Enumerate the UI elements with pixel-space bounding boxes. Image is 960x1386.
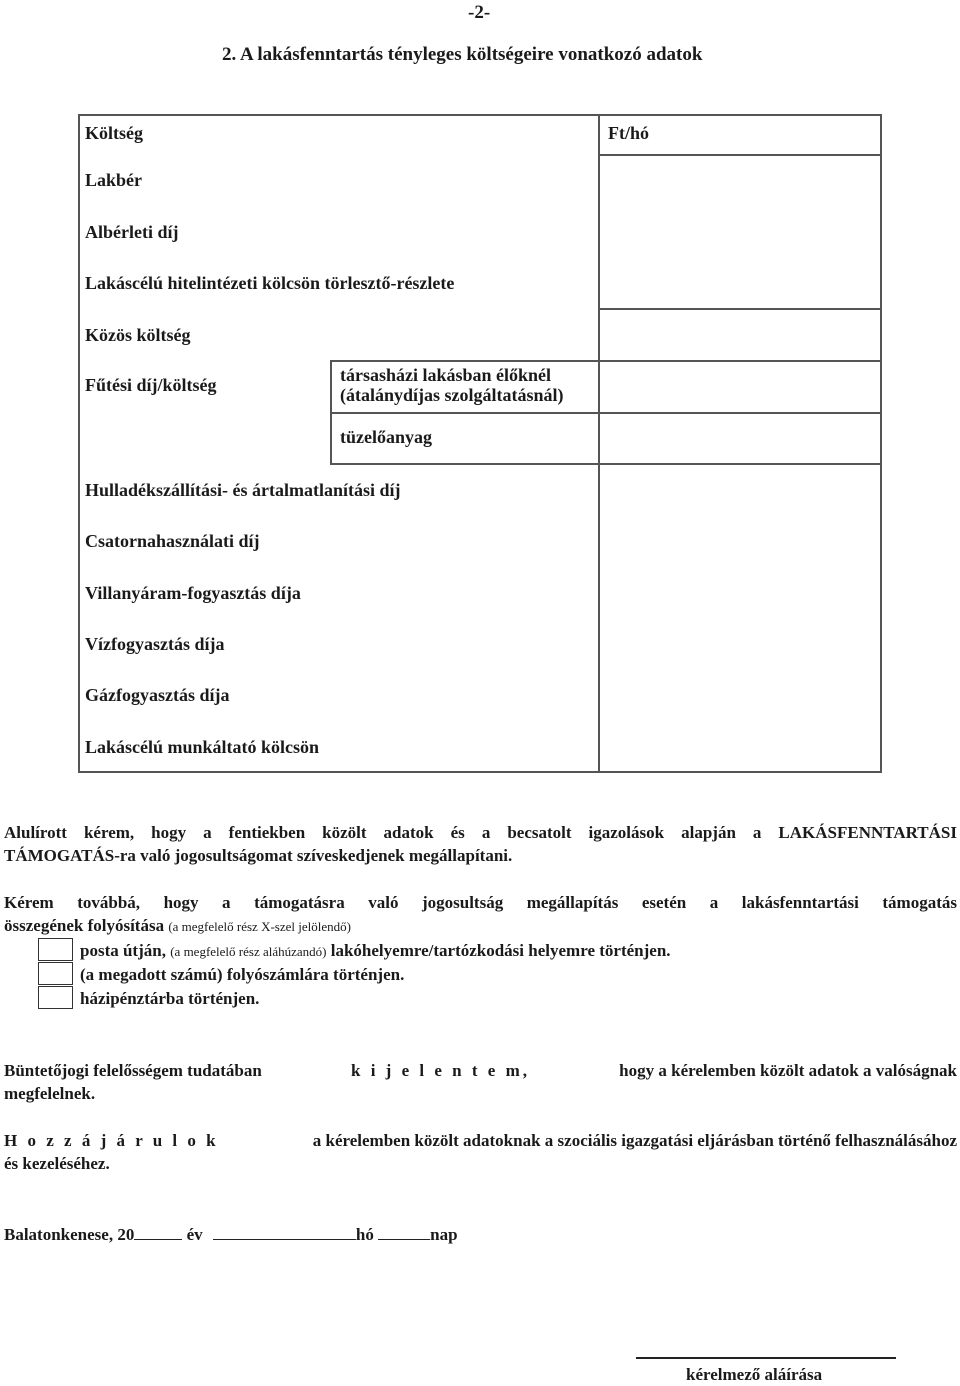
option-post-bold: posta útján, [80, 941, 166, 960]
amount-row-line [598, 308, 882, 310]
signature-label: kérelmező aláírása [686, 1365, 823, 1384]
row-sublet: Albérleti díj [85, 222, 179, 242]
day-blank[interactable] [378, 1225, 430, 1240]
consent-rest: a kérelemben közölt adatoknak a szociális igazgatási eljárásban történő felhasználásához [312, 1131, 957, 1150]
row-gas: Gázfogyasztás díja [85, 685, 230, 705]
heating-subcell-line [330, 463, 600, 465]
table-border-left [78, 114, 80, 773]
declaration-part3: hogy a kérelemben közölt adatok a valóságnak [619, 1061, 957, 1080]
row-sewer: Csatornahasználati díj [85, 531, 260, 551]
heating-condo-line2: (átalánydíjas szolgáltatásnál) [340, 385, 564, 405]
request-line1: Alulírott kérem, hogy a fentiekben közölt adatok és a becsatolt igazolások alapján a LAKÁSFENNTARTÁSI [4, 823, 957, 842]
date-line [4, 1223, 957, 1246]
option-post-rest: lakóhelyemre/tartózkodási helyemre történjen. [330, 941, 671, 960]
date-day-label: nap [430, 1225, 458, 1244]
payment-line2-note: (a megfelelő rész X-szel jelölendő) [168, 919, 351, 934]
row-employer-loan: Lakáscélú munkáltató kölcsön [85, 737, 320, 757]
declaration-line1 [4, 1059, 957, 1082]
declaration-paragraph [4, 1059, 957, 1105]
payment-option-cashier: házipénztárba történjen. [80, 989, 260, 1008]
option-post-note: (a megfelelő rész aláhúzandó) [170, 944, 327, 959]
row-electricity: Villanyáram-fogyasztás díja [85, 583, 301, 603]
table-border-top [78, 114, 882, 116]
amount-row-line [598, 154, 882, 156]
checkbox-cashier[interactable] [38, 986, 73, 1009]
declaration-spaced: k i j e l e n t e m, [351, 1061, 530, 1080]
row-common-cost: Közös költség [85, 325, 191, 345]
checkbox-post[interactable] [38, 938, 73, 961]
heating-subcell-divider [330, 360, 332, 465]
date-month-label: hó [355, 1225, 374, 1244]
cost-table [78, 114, 882, 773]
year-blank[interactable] [134, 1225, 182, 1240]
date-place: Balatonkenese, 20 [4, 1225, 135, 1244]
payment-line2-bold: összegének folyósítása [4, 916, 165, 935]
consent-paragraph [4, 1129, 957, 1175]
request-line2: TÁMOGATÁS-ra való jogosultságomat szíveskedjenek megállapítani. [4, 846, 513, 865]
checkbox-bank-account[interactable] [38, 962, 73, 985]
heating-subcell-line [330, 360, 600, 362]
amount-row-line [598, 360, 882, 362]
row-heating-fuel: tüzelőanyag [340, 427, 432, 447]
date-year-label: év [186, 1225, 203, 1244]
row-waste: Hulladékszállítási- és ártalmatlanítási díj [85, 480, 401, 500]
row-heating: Fűtési díj/költség [85, 375, 217, 395]
header-cost: Költség [85, 123, 143, 143]
table-border-right [880, 114, 882, 773]
heating-subcell-line [330, 412, 600, 414]
signature-line [636, 1357, 896, 1359]
table-border-bottom [78, 771, 882, 773]
consent-spaced: H o z z á j á r u l o k [4, 1131, 219, 1150]
declaration-part1: Büntetőjogi felelősségem tudatában [4, 1061, 262, 1080]
payment-option-bank: (a megadott számú) folyószámlára történjen. [80, 965, 405, 984]
payment-line1: Kérem továbbá, hogy a támogatásra való jogosultság megállapítás esetén a lakásfenntartási támogatás [4, 893, 957, 912]
row-water: Vízfogyasztás díja [85, 634, 225, 654]
row-heating-condo [340, 365, 564, 405]
header-amount: Ft/hó [608, 123, 650, 143]
table-column-divider [598, 114, 600, 773]
declaration-line2: megfelelnek. [4, 1084, 96, 1103]
row-rent: Lakbér [85, 170, 143, 190]
payment-option-post [80, 939, 940, 963]
heating-condo-line1: társasházi lakásban élőknél [340, 365, 552, 385]
payment-line2 [4, 914, 957, 938]
amount-row-line [598, 412, 882, 414]
request-paragraph [4, 821, 957, 867]
consent-line1 [4, 1129, 957, 1152]
payment-paragraph [4, 891, 957, 938]
row-loan: Lakáscélú hitelintézeti kölcsön törlesztő-részlete [85, 273, 455, 293]
month-blank[interactable] [213, 1225, 356, 1240]
consent-line2: és kezeléséhez. [4, 1154, 110, 1173]
section-title: 2. A lakásfenntartás tényleges költségeire vonatkozó adatok [222, 44, 703, 65]
page-number: -2- [468, 2, 491, 23]
amount-row-line [598, 463, 882, 465]
